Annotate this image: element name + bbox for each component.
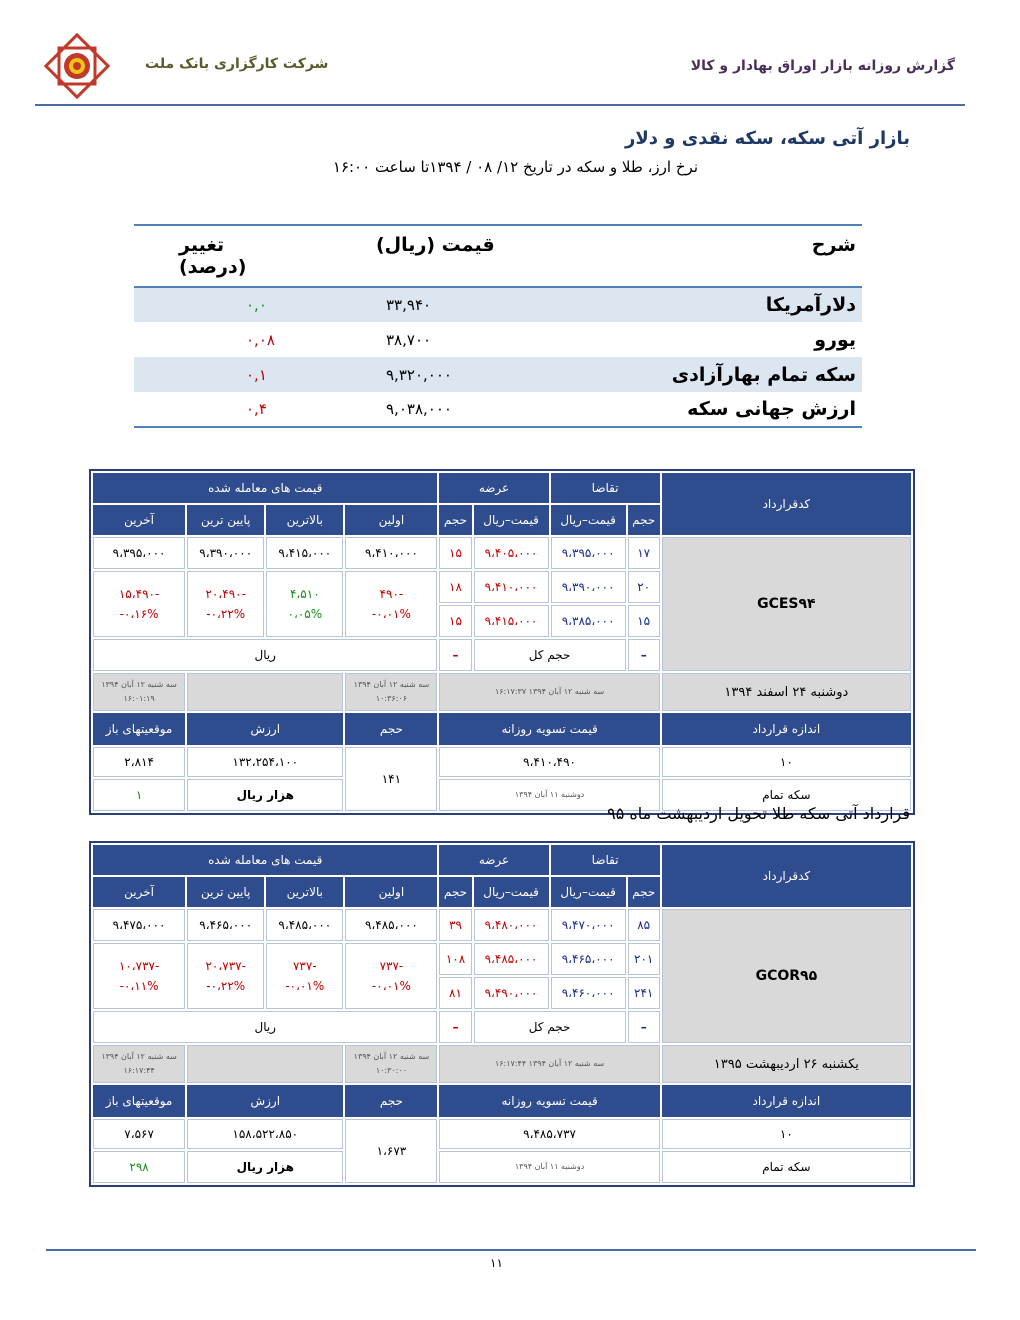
section-subtitle: نرخ ارز، طلا و سکه در تاریخ ۱۲/ ۰۸ / ۱۳۹۴تا ساعت ۱۶:۰۰ xyxy=(332,158,698,176)
lowest-price: ۹،۳۹۰،۰۰۰ xyxy=(187,537,264,569)
contract-unit: سکه تمام xyxy=(662,1151,911,1183)
value-header: ارزش xyxy=(187,1085,343,1117)
lowest-change xyxy=(187,943,264,1009)
table-row xyxy=(93,673,911,711)
quote-time: سه شنبه ۱۲ آبان ۱۳۹۴ ۱۶:۱۷:۴۴ xyxy=(439,1045,659,1083)
supply-volume-header: حجم xyxy=(439,505,471,535)
quote-time: سه شنبه ۱۲ آبان ۱۳۹۴ ۱۶:۱۷:۳۷ xyxy=(439,673,659,711)
settlement-header: قیمت تسویه روزانه xyxy=(439,1085,659,1117)
total-volume-label: حجم کل xyxy=(474,639,626,671)
demand-total-dash: – xyxy=(628,1011,660,1043)
highest-header: بالاترین xyxy=(266,505,343,535)
first-header: اولین xyxy=(345,505,437,535)
bank-mellat-logo-icon xyxy=(41,30,113,102)
demand-volume: ۲۰ xyxy=(628,571,660,603)
value-unit: هزار ریال xyxy=(187,779,343,811)
contract-size-header: اندازه قرارداد xyxy=(662,713,911,745)
supply-price: ۹،۴۸۵،۰۰۰ xyxy=(474,943,549,975)
demand-volume: ۱۷ xyxy=(628,537,660,569)
rate-change: ۰,۰ xyxy=(134,287,291,322)
total-volume: ۱۴۱ xyxy=(345,747,437,811)
table-row xyxy=(93,537,911,569)
supply-volume: ۳۹ xyxy=(439,909,471,941)
open-positions: ۲،۸۱۴ xyxy=(93,747,185,777)
maturity-date: یکشنبه ۲۶ اردیبهشت ۱۳۹۵ xyxy=(662,1045,911,1083)
demand-price-header: قیمت–ریال xyxy=(551,877,626,907)
last-trade-time: سه شنبه ۱۲ آبان ۱۳۹۴ ۱۶:۱۷:۴۴ xyxy=(93,1045,185,1083)
highest-header: بالاترین xyxy=(266,877,343,907)
demand-volume-header: حجم xyxy=(628,877,660,907)
demand-volume: ۲۰۱ xyxy=(628,943,660,975)
demand-total-dash: – xyxy=(628,639,660,671)
supply-price: ۹،۴۹۰،۰۰۰ xyxy=(474,977,549,1009)
contract2-title: قرارداد آتی سکه طلا تحویل اردیبهشت ماه ۹۵ xyxy=(607,804,910,823)
settlement-date: دوشنبه ۱۱ آبان ۱۳۹۴ xyxy=(439,779,659,811)
settlement-date: دوشنبه ۱۱ آبان ۱۳۹۴ xyxy=(439,1151,659,1183)
contract-size-header: اندازه قرارداد xyxy=(662,1085,911,1117)
supply-total-dash: – xyxy=(439,639,471,671)
last-header: آخرین xyxy=(93,877,185,907)
supply-price: ۹،۴۱۰،۰۰۰ xyxy=(474,571,549,603)
rial-label: ریال xyxy=(93,639,437,671)
last-price: ۹،۴۷۵،۰۰۰ xyxy=(93,909,185,941)
table-row xyxy=(93,1119,911,1149)
demand-price: ۹،۳۹۵،۰۰۰ xyxy=(551,537,626,569)
header-price: قیمت (ریال) xyxy=(291,225,576,287)
supply-total-dash: – xyxy=(439,1011,471,1043)
trade-value: ۱۳۲،۲۵۴،۱۰۰ xyxy=(187,747,343,777)
supply-price: ۹،۴۸۰،۰۰۰ xyxy=(474,909,549,941)
demand-volume-header: حجم xyxy=(628,505,660,535)
demand-volume: ۱۵ xyxy=(628,605,660,637)
rate-change: ۰,۱ xyxy=(134,357,291,392)
rial-label: ریال xyxy=(93,1011,437,1043)
empty-cell xyxy=(187,673,343,711)
value-unit: هزار ریال xyxy=(187,1151,343,1183)
demand-volume: ۲۴۱ xyxy=(628,977,660,1009)
contract-unit: سکه تمام xyxy=(662,779,911,811)
lowest-price: ۹،۴۶۵،۰۰۰ xyxy=(187,909,264,941)
first-change-value: -۴۹۰ xyxy=(379,587,404,601)
last-change-pct: ۰،۱۱%- xyxy=(119,979,159,993)
rate-change: ۰,۴ xyxy=(134,392,291,427)
rate-price: ۳۳,۹۴۰ xyxy=(291,287,576,322)
lowest-change xyxy=(187,571,264,637)
settlement-price: ۹،۴۱۰،۴۹۰ xyxy=(439,747,659,777)
highest-change-pct: ۰،۰۱%- xyxy=(285,979,325,993)
lowest-header: پایین ترین xyxy=(187,877,264,907)
rate-price: ۹,۰۳۸,۰۰۰ xyxy=(291,392,576,427)
rate-price: ۳۸,۷۰۰ xyxy=(386,330,432,349)
trade-value: ۱۵۸،۵۲۲،۸۵۰ xyxy=(187,1119,343,1149)
highest-price: ۹،۴۸۵،۰۰۰ xyxy=(266,909,343,941)
fx-gold-rates-table xyxy=(134,224,862,428)
supply-header: عرضه xyxy=(439,473,548,503)
footer-divider xyxy=(46,1249,976,1251)
last-change xyxy=(93,943,185,1009)
first-price: ۹،۴۱۰،۰۰۰ xyxy=(345,537,437,569)
first-change xyxy=(345,571,437,637)
rate-price: ۹,۳۲۰,۰۰۰ xyxy=(291,357,576,392)
table-row xyxy=(134,392,862,427)
highest-change-pct: ۰،۰۵% xyxy=(287,607,323,621)
lowest-change-pct: ۰،۲۲%- xyxy=(206,979,246,993)
demand-price: ۹،۳۹۰،۰۰۰ xyxy=(551,571,626,603)
demand-price: ۹،۴۷۰،۰۰۰ xyxy=(551,909,626,941)
code-header: کدقرارداد xyxy=(662,845,911,907)
demand-header: تقاضا xyxy=(551,473,660,503)
open-positions-header: موقعیتهای باز xyxy=(93,713,185,745)
highest-change xyxy=(266,571,343,637)
contract-code: GCOR۹۵ xyxy=(662,909,911,1043)
rates-header-row xyxy=(134,225,862,287)
traded-header: قیمت های معامله شده xyxy=(93,845,437,875)
highest-change-value: -۷۳۷ xyxy=(292,959,317,973)
volume-header: حجم xyxy=(345,713,437,745)
open-positions-change: ۲۹۸ xyxy=(93,1151,185,1183)
first-trade-time: سه شنبه ۱۲ آبان ۱۳۹۴ ۱۰:۳۰:۰۰ xyxy=(345,1045,437,1083)
header-row xyxy=(93,713,911,745)
first-header: اولین xyxy=(345,877,437,907)
supply-price: ۹،۴۰۵،۰۰۰ xyxy=(474,537,549,569)
contract-code: GCES۹۴ xyxy=(662,537,911,671)
supply-volume: ۱۸ xyxy=(439,571,471,603)
lowest-change-value: -۲۰،۴۹۰ xyxy=(205,587,246,601)
supply-volume: ۸۱ xyxy=(439,977,471,1009)
table-row xyxy=(93,747,911,777)
demand-price-header: قیمت–ریال xyxy=(551,505,626,535)
supply-volume: ۱۵ xyxy=(439,605,471,637)
total-volume: ۱،۶۷۳ xyxy=(345,1119,437,1183)
maturity-date: دوشنبه ۲۴ اسفند ۱۳۹۴ xyxy=(662,673,911,711)
code-header: کدقرارداد xyxy=(662,473,911,535)
table-row xyxy=(93,909,911,941)
table-row xyxy=(134,357,862,392)
first-price: ۹،۴۸۵،۰۰۰ xyxy=(345,909,437,941)
contract-size: ۱۰ xyxy=(662,1119,911,1149)
demand-price: ۹،۴۶۵،۰۰۰ xyxy=(551,943,626,975)
header-row xyxy=(93,1085,911,1117)
supply-volume-header: حجم xyxy=(439,877,471,907)
table-row xyxy=(93,1151,911,1183)
last-price: ۹،۳۹۵،۰۰۰ xyxy=(93,537,185,569)
open-positions-change: ۱ xyxy=(93,779,185,811)
lowest-header: پایین ترین xyxy=(187,505,264,535)
last-change-value: -۱۰،۷۳۷ xyxy=(118,959,160,973)
rate-name: یورو xyxy=(814,328,856,351)
settlement-price: ۹،۴۸۵،۷۳۷ xyxy=(439,1119,659,1149)
company-name: شرکت کارگزاری بانک ملت xyxy=(145,56,329,72)
highest-price: ۹،۴۱۵،۰۰۰ xyxy=(266,537,343,569)
demand-price: ۹،۳۸۵،۰۰۰ xyxy=(551,605,626,637)
lowest-change-value: -۲۰،۷۳۷ xyxy=(205,959,246,973)
rate-change: ۰,۰۸ xyxy=(246,330,275,349)
demand-header: تقاضا xyxy=(551,845,660,875)
supply-price-header: قیمت–ریال xyxy=(474,877,549,907)
demand-volume: ۸۵ xyxy=(628,909,660,941)
highest-change xyxy=(266,943,343,1009)
first-change-pct: ۰،۰۱%- xyxy=(371,607,411,621)
table-row xyxy=(93,1045,911,1083)
empty-cell xyxy=(187,1045,343,1083)
supply-price: ۹،۴۱۵،۰۰۰ xyxy=(474,605,549,637)
supply-volume: ۱۰۸ xyxy=(439,943,471,975)
first-change-pct: ۰،۰۱%- xyxy=(371,979,411,993)
supply-header: عرضه xyxy=(439,845,548,875)
header-change: تغییر (درصد) xyxy=(134,225,291,287)
table-row xyxy=(134,322,862,357)
first-change xyxy=(345,943,437,1009)
settlement-header: قیمت تسویه روزانه xyxy=(439,713,659,745)
first-trade-time: سه شنبه ۱۲ آبان ۱۳۹۴ ۱۰:۳۶:۰۶ xyxy=(345,673,437,711)
value-header: ارزش xyxy=(187,713,343,745)
highest-change-value: ۴،۵۱۰ xyxy=(289,587,320,601)
report-title: گزارش روزانه بازار اوراق بهادار و کالا xyxy=(690,58,955,74)
header-desc: شرح xyxy=(576,225,862,287)
lowest-change-pct: ۰،۲۲%- xyxy=(206,607,246,621)
last-change-value: -۱۵،۴۹۰ xyxy=(118,587,160,601)
rate-name: ارزش جهانی سکه xyxy=(576,392,862,427)
volume-header: حجم xyxy=(345,1085,437,1117)
total-volume-label: حجم کل xyxy=(474,1011,626,1043)
last-header: آخرین xyxy=(93,505,185,535)
page-header xyxy=(35,28,965,106)
rate-name: دلارآمریکا xyxy=(576,287,862,322)
traded-header: قیمت های معامله شده xyxy=(93,473,437,503)
futures-table-2 xyxy=(89,841,915,1187)
futures-table-1 xyxy=(89,469,915,815)
first-change-value: -۷۳۷ xyxy=(379,959,404,973)
last-change xyxy=(93,571,185,637)
page-number: ۱۱ xyxy=(490,1256,503,1270)
last-change-pct: ۰،۱۶%- xyxy=(119,607,159,621)
section-title: بازار آتی سکه، سکه نقدی و دلار xyxy=(625,128,910,149)
supply-volume: ۱۵ xyxy=(439,537,471,569)
supply-price-header: قیمت–ریال xyxy=(474,505,549,535)
last-trade-time: سه شنبه ۱۲ آبان ۱۳۹۴ ۱۶:۰۱:۱۹ xyxy=(93,673,185,711)
open-positions-header: موقعیتهای باز xyxy=(93,1085,185,1117)
demand-price: ۹،۴۶۰،۰۰۰ xyxy=(551,977,626,1009)
contract-size: ۱۰ xyxy=(662,747,911,777)
open-positions: ۷،۵۶۷ xyxy=(93,1119,185,1149)
header-row xyxy=(93,473,911,503)
header-row xyxy=(93,845,911,875)
table-row xyxy=(134,287,862,322)
rate-name: سکه تمام بهارآزادی xyxy=(576,357,862,392)
